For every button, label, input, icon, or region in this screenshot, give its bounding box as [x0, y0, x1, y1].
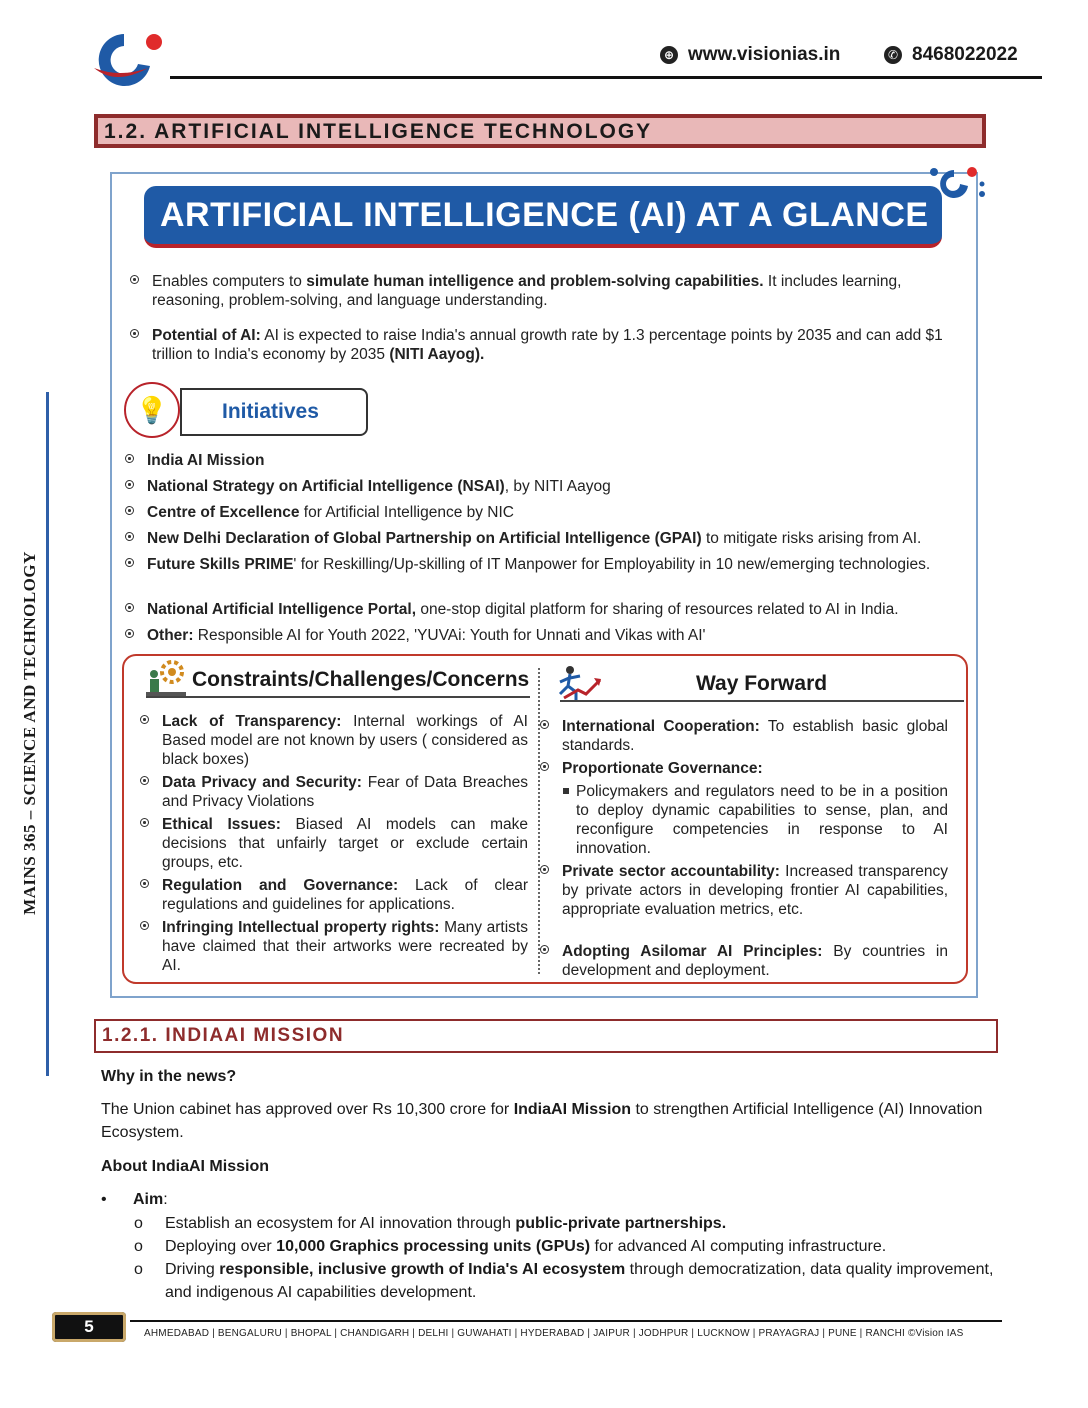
way-forward-heading: Way Forward [696, 672, 828, 695]
way-forward-item: Proportionate Governance: [562, 759, 948, 778]
footer-divider [130, 1320, 1002, 1322]
bullet-icon: • [101, 1191, 107, 1208]
intro-bullet-2: Potential of AI: AI is expected to raise India's annual growth rate by 1.3 percentage points by 2035 and can add $1 trillion to India's economy by 2035 (NITI Aayog). [152, 326, 966, 364]
globe-icon: ⊕ [660, 46, 678, 64]
why-paragraph: The Union cabinet has approved over Rs 10,300 crore for IndiaAI Mission to strengthen Artificial Intelligence (AI) Innovation Ecosystem. [101, 1101, 983, 1141]
aim-item: o Driving responsible, inclusive growth of India's AI ecosystem through democratization, data quality improvement, and indigenous AI capabilities development. [134, 1261, 994, 1301]
initiative-item: Other: Responsible AI for Youth 2022, 'YUVAi: Youth for Unnati and Vikas with AI' [147, 626, 961, 645]
initiative-item: New Delhi Declaration of Global Partnership on Artificial Intelligence (GPAI) to mitigate risks arising from AI. [147, 529, 961, 548]
header-website[interactable] [660, 44, 840, 66]
subsection-title: 1.2.1. INDIAAI MISSION [94, 1019, 998, 1053]
footer-cities: AHMEDABAD | BENGALURU | BHOPAL | CHANDIGARH | DELHI | GUWAHATI | HYDERABAD | JAIPUR | JODHPUR | LUCKNOW | PRAYAGRAJ | PUNE | RANCHI ©Vision IAS [144, 1328, 964, 1339]
constraint-item: Data Privacy and Security: Fear of Data Breaches and Privacy Violations [162, 773, 528, 811]
section-title: 1.2. ARTIFICIAL INTELLIGENCE TECHNOLOGY [94, 114, 986, 148]
sidebar-label: MAINS 365 – SCIENCE AND TECHNOLOGY [20, 551, 39, 915]
why-heading: Why in the news? [101, 1068, 237, 1085]
initiative-item: India AI Mission [147, 451, 961, 470]
way-forward-item: International Cooperation: To establish basic global standards. [562, 717, 948, 755]
header-phone[interactable] [884, 44, 1018, 66]
initiatives-heading: Initiatives [180, 388, 368, 436]
whatsapp-icon: ✆ [884, 46, 902, 64]
vision-ias-logo-icon [86, 28, 166, 88]
infographic-banner: ARTIFICIAL INTELLIGENCE (AI) AT A GLANCE [144, 186, 942, 248]
phone-text: 8468022022 [912, 44, 1018, 65]
header-divider [170, 76, 1042, 79]
constraint-item: Infringing Intellectual property rights: Many artists have claimed that their artworks were recreated by AI. [162, 918, 528, 975]
aim-item: o Deploying over 10,000 Graphics processing units (GPUs) for advanced AI computing infrastructure. [134, 1238, 887, 1255]
intro-bullet-1: Enables computers to simulate human intelligence and problem-solving capabilities. It includes learning, reasoning, problem-solving, and language understanding. [152, 272, 966, 310]
website-text: www.visionias.in [688, 44, 841, 65]
bullet-icon [130, 275, 139, 284]
constraints-heading: Constraints/Challenges/Concerns [192, 668, 530, 691]
way-forward-subitem: Policymakers and regulators need to be in a position to deploy dynamic capabilities to sense, plan, and reconfigure competencies in response to AI innovation. [576, 782, 948, 858]
constraint-item: Ethical Issues: Biased AI models can make decisions that unfairly target or exclude certain groups, etc. [162, 815, 528, 872]
initiative-item: National Strategy on Artificial Intelligence (NSAI), by NITI Aayog [147, 477, 961, 496]
constraint-item: Regulation and Governance: Lack of clear regulations and guidelines for applications. [162, 876, 528, 914]
way-forward-underline [560, 700, 964, 702]
way-forward-item: Adopting Asilomar AI Principles: By countries in development and deployment. [562, 942, 948, 980]
gear-person-icon [146, 660, 186, 696]
about-heading: About IndiaAI Mission [101, 1158, 269, 1175]
initiative-item: National Artificial Intelligence Portal, one-stop digital platform for sharing of resources related to AI in India. [147, 600, 961, 619]
page-number: 5 [52, 1312, 126, 1342]
way-forward-item: Private sector accountability: Increased transparency by private actors in developing frontier AI capabilities, appropriate evaluation metrics, etc. [562, 862, 948, 919]
initiative-item: Centre of Excellence for Artificial Intelligence by NIC [147, 503, 961, 522]
initiative-item: Future Skills PRIME' for Reskilling/Up-skilling of IT Manpower for Employability in 10 new/emerging technologies. [147, 555, 961, 574]
column-divider [538, 668, 540, 974]
runner-arrow-icon [554, 664, 602, 704]
aim-item: o Establish an ecosystem for AI innovation through public-private partnerships. [134, 1215, 727, 1232]
bulb-hand-icon: 💡 [124, 382, 180, 438]
bullet-icon [130, 329, 139, 338]
constraints-underline [146, 696, 530, 698]
constraint-item: Lack of Transparency: Internal workings of AI Based model are not known by users ( considered as black boxes) [162, 712, 528, 769]
